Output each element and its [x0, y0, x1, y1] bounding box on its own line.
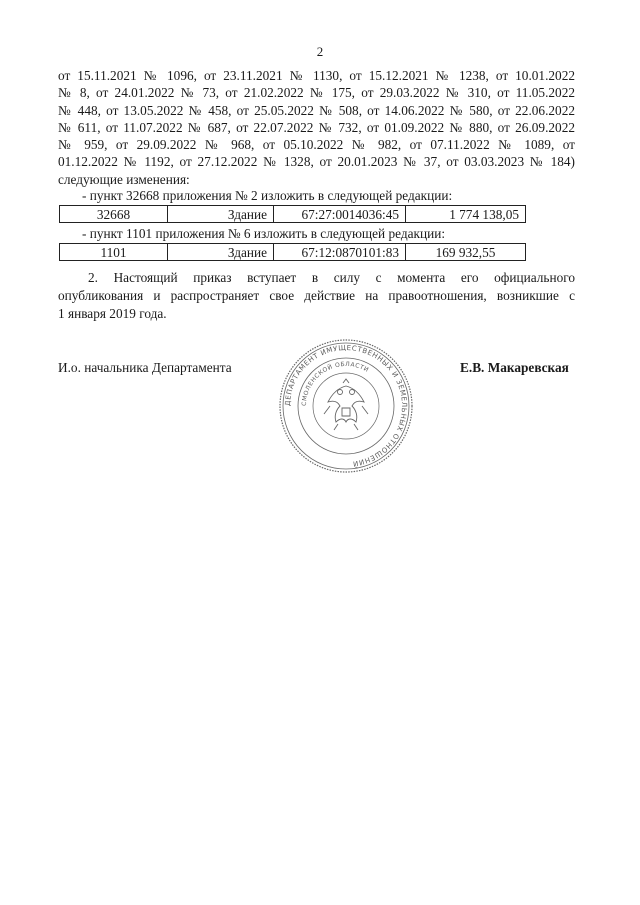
eagle-emblem-icon	[324, 379, 368, 430]
page-number: 2	[316, 44, 324, 59]
item1-instruction: - пункт 32668 приложения № 2 изложить в следующей редакции:	[82, 188, 453, 203]
text-line: № 8, от 24.01.2022 № 73, от 21.02.2022 № 175, от 29.03.2022 № 310, от 11.05.2022	[58, 85, 575, 101]
text-line: 2. Настоящий приказ вступает в силу с момента его официального	[88, 270, 575, 285]
official-seal-stamp	[276, 336, 416, 476]
table-cell-cadastral: 67:12:0870101:83	[274, 244, 406, 261]
text-line: № 448, от 13.05.2022 № 458, от 25.05.2022 № 508, от 14.06.2022 № 580, от 22.06.2022	[58, 102, 575, 118]
table-cell-number: 1101	[60, 244, 168, 261]
signatory-position: И.о. начальника Департамента	[58, 360, 232, 375]
table-cell-number: 32668	[60, 206, 168, 223]
stamp-outer-text: ДЕПАРТАМЕНТ ИМУЩЕСТВЕННЫХ И ЗЕМЕЛЬНЫХ ОТНОШЕНИЙ	[283, 343, 409, 468]
table-row	[60, 206, 526, 223]
paragraph-effective-date	[58, 269, 575, 323]
table-cell-value: 1 774 138,05	[406, 206, 526, 223]
stamp-inner-text: СМОЛЕНСКОЙ ОБЛАСТИ	[300, 360, 370, 407]
svg-text:СМОЛЕНСКОЙ ОБЛАСТИ	[301, 361, 370, 406]
text-line: опубликования и распространяет свое действие на правоотношения, возникшие с	[58, 288, 575, 303]
text-line: № 959, от 29.09.2022 № 968, от 05.10.2022 № 982, от 07.11.2022 № 1089, от	[58, 137, 575, 153]
item2-table	[59, 243, 526, 261]
item2-instruction: - пункт 1101 приложения № 6 изложить в следующей редакции:	[82, 226, 446, 241]
text-line: 1 января 2019 года.	[58, 306, 167, 321]
table-row	[60, 244, 526, 261]
signatory-name: Е.В. Макаревская	[460, 360, 569, 375]
text-line: № 611, от 11.07.2022 № 687, от 22.07.2022 № 732, от 01.09.2022 № 880, от 26.09.2022	[58, 119, 575, 135]
paragraph-amendments	[58, 67, 575, 188]
table-cell-type: Здание	[168, 206, 274, 223]
text-line: 01.12.2022 № 1192, от 27.12.2022 № 1328, от 20.01.2023 № 37, от 03.03.2023 № 184)	[58, 154, 575, 170]
table-cell-type: Здание	[168, 244, 274, 261]
table-cell-cadastral: 67:27:0014036:45	[274, 206, 406, 223]
table-cell-value: 169 932,55	[406, 244, 526, 261]
text-line: от 15.11.2021 № 1096, от 23.11.2021 № 1130, от 15.12.2021 № 1238, от 10.01.2022	[58, 68, 575, 83]
text-line: следующие изменения:	[58, 171, 190, 187]
item1-table	[59, 205, 526, 223]
